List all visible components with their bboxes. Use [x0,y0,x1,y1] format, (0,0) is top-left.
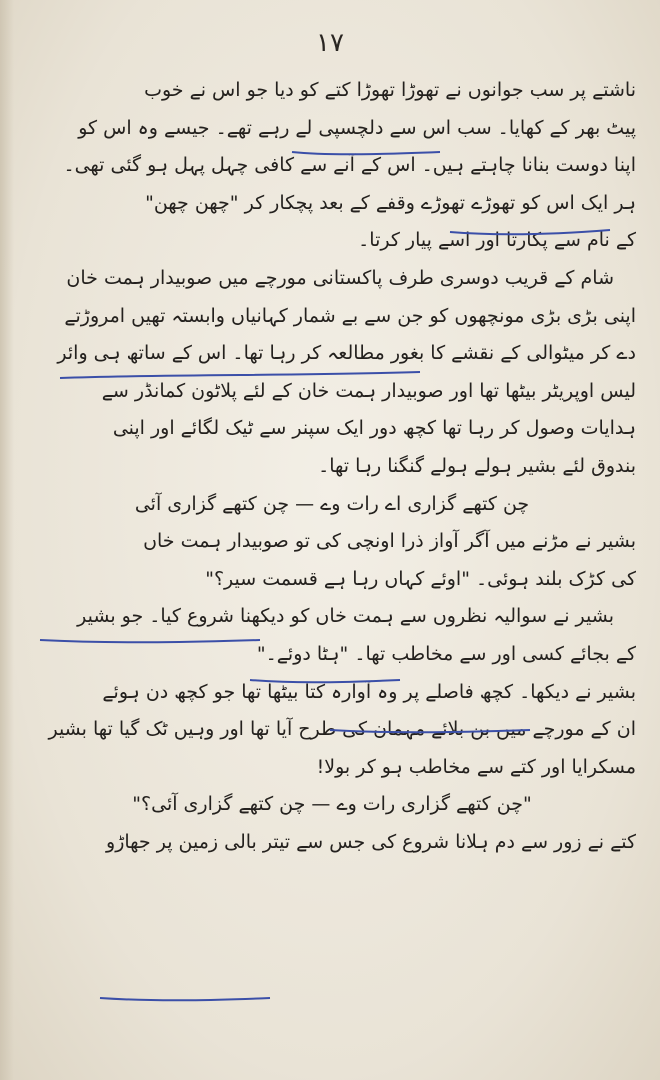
text-line: لیس اوپریٹر بیٹھا تھا اور صوبیدار ہمت خان کے لئے پلاٹون کمانڈر سے [101,379,636,402]
text-line: بشیر نے دیکھا۔ کچھ فاصلے پر وہ آوارہ کتا بیٹھا تھا جو کچھ دن ہوئے [102,680,636,703]
text-line: مسکرایا اور کتے سے مخاطب ہو کر بولا! [316,755,636,778]
pen-underline [100,998,270,1000]
text-line: ان کے مورچے میں بن بلائے مہمان کی طرح آیا تھا اور وہیں ٹک گیا تھا بشیر [48,718,636,741]
text-line: ہر ایک اس کو تھوڑے تھوڑے وقفے کے بعد پچکار کر "چھن چھن" [145,191,636,214]
text-line: کے نام سے پکارتا اور اسے پیار کرتا۔ [358,229,636,252]
page-binding-shadow [0,0,14,1080]
text-line: اپنا دوست بنانا چاہتے ہیں۔ اس کے آنے سے کافی چہل پہل ہو گئی تھی۔ [63,154,636,177]
text-line: ناشتے پر سب جوانوں نے تھوڑا تھوڑا کتے کو دیا جو اس نے خوب [144,79,636,101]
text-line: بشیر نے سوالیہ نظروں سے ہمت خاں کو دیکھنا شروع کیا۔ جو بشیر [77,605,614,628]
text-line: بشیر نے مڑنے میں آگر آواز ذرا اونچی کی تو صوبیدار ہمت خاں [143,530,636,553]
text-line: ہدایات وصول کر رہا تھا کچھ دور ایک سپنر سے ٹیک لگائے اور اپنی [112,417,636,440]
text-line: کتے نے زور سے دم ہلانا شروع کی جس سے تیتر بالی زمین پر جھاڑو [106,830,636,853]
text-line: اپنی بڑی بڑی مونچھوں کو جن سے بے شمار کہانیاں وابستہ تھیں امروڑتے [64,304,636,327]
page-body-text [28,72,636,861]
page-number: ۱۷ [316,28,344,58]
text-line: پیٹ بھر کے کھایا۔ سب اس سے دلچسپی لے رہے تھے۔ جیسے وہ اس کو [78,116,636,139]
text-line: بندوق لئے بشیر ہولے ہولے گنگنا رہا تھا۔ [318,454,636,477]
verse-line: چن کتھے گزاری اے رات وے — چن کتھے گزاری آئی [134,492,530,515]
text-line: دے کر میٹوالی کے نقشے کا بغور مطالعہ کر رہا تھا۔ اس کے ساتھ ہی وائر [57,342,636,365]
verse-line: "چن کتھے گزاری رات وے — چن کتھے گزاری آئی؟" [132,793,532,816]
text-line: کے بجائے کسی اور سے مخاطب تھا۔ "ہٹا دوئے۔" [256,642,636,665]
text-line: شام کے قریب دوسری طرف پاکستانی مورچے میں صوبیدار ہمت خان [66,266,614,289]
text-line: کی کڑک بلند ہوئی۔ "اوئے کہاں رہا ہے قسمت سیر؟" [205,567,636,590]
